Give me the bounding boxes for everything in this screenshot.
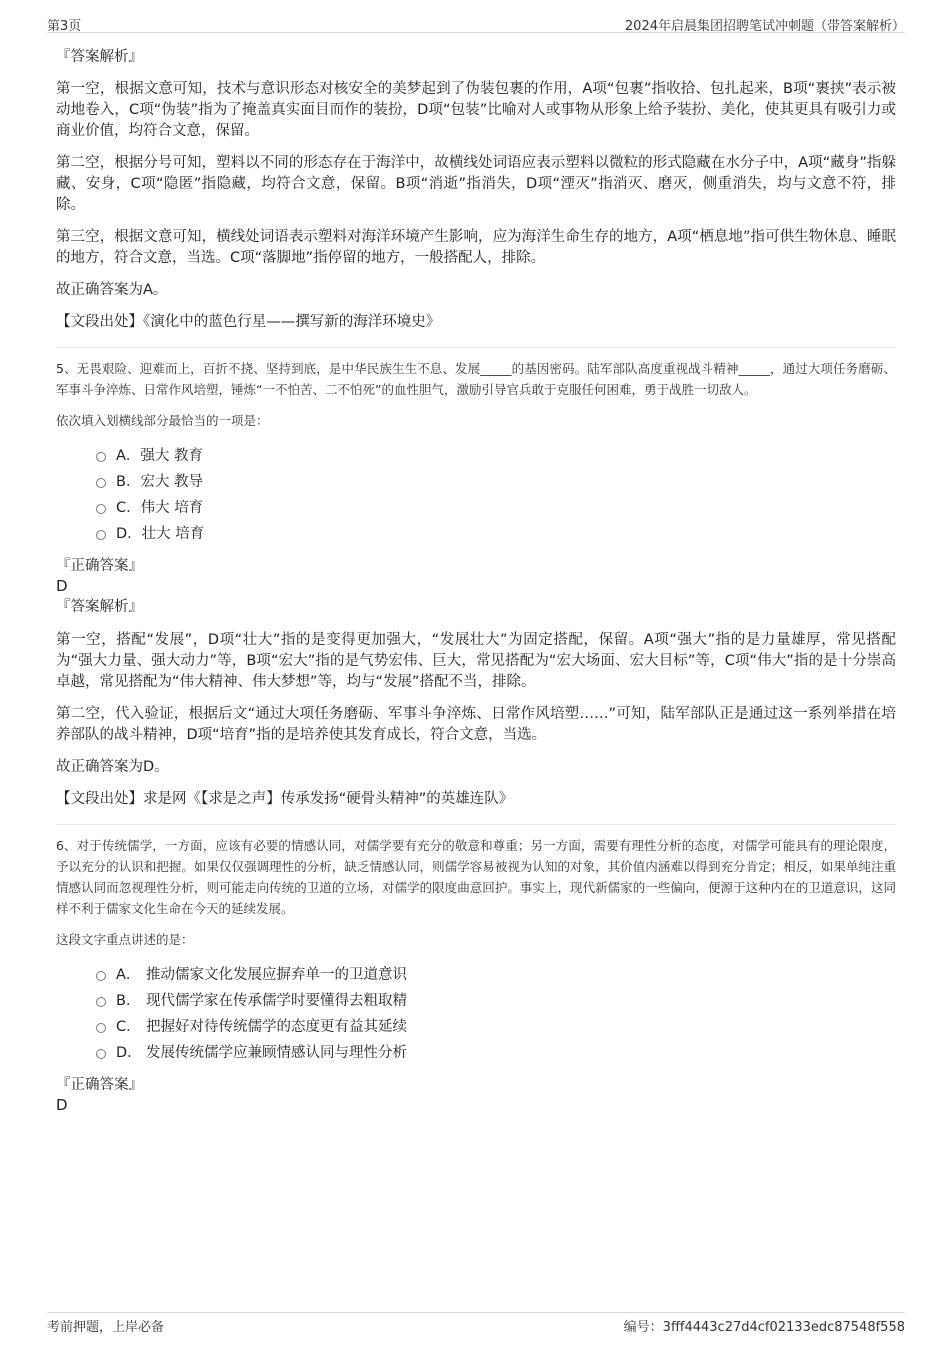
q5-option-c[interactable]: [96, 495, 896, 521]
option-letter: B．: [116, 474, 141, 490]
q5-option-d[interactable]: [96, 521, 896, 547]
option-letter: C．: [116, 1019, 141, 1035]
radio-icon[interactable]: [96, 1023, 106, 1033]
radio-icon[interactable]: [96, 504, 106, 514]
radio-icon[interactable]: [96, 530, 106, 540]
q6-option-a[interactable]: [96, 962, 896, 988]
option-text: 宏大 教导: [140, 474, 204, 490]
q6-question: 6、对于传统儒学，一方面，应该有必要的情感认同，对儒学要有充分的敬意和尊重；另一方面，需要有理性分析的态度，对儒学可能具有的理论限度，予以充分的认识和把握。如果仅仅强调理性的分析，缺乏情感认同，则儒学容易被视为认知的对象，其价值内涵难以得到充分肯定；相反，如果单纯注重情感认同而忽视理性分析，则可能走向传统的卫道的立场，对儒学的限度曲意回护。事实上，现代新儒家的一些偏向，便源于这种内在的卫道意识，这同样不利于儒家文化生命在今天的延续发展。: [56, 838, 896, 916]
q5-source: 【文段出处】求是网《【求是之声】传承发扬“硬骨头精神”的英雄连队》: [56, 791, 514, 807]
q5-analysis-para: 第一空，搭配“发展”，D项“壮大”指的是变得更加强大，“发展壮大”为固定搭配，保留。A项“强大”指的是力量雄厚，常见搭配为“强大力量、强大动力”等，B项“宏大”指的是气势宏伟、巨大，常见搭配为“宏大场面、宏大目标”等，C项“伟大”指的是十分崇高卓越，常见搭配为“伟大精神、伟大梦想”等，均与“发展”搭配不当，排除。: [56, 632, 896, 690]
q5-option-a[interactable]: [96, 443, 896, 469]
radio-icon[interactable]: [96, 997, 106, 1007]
q5-analysis-label: 『答案解析』: [56, 599, 143, 615]
q5-conclusion: 故正确答案为D。: [56, 759, 169, 775]
q4-analysis-label: 『答案解析』: [56, 49, 143, 65]
divider: [56, 824, 896, 825]
divider: [56, 347, 896, 348]
page-header: [47, 12, 905, 33]
option-text: 伟大 培育: [140, 500, 204, 516]
option-text: 发展传统儒学应兼顾情感认同与理性分析: [146, 1045, 407, 1061]
option-letter: D．: [116, 1045, 142, 1061]
option-text: 强大 教育: [140, 448, 204, 464]
q4-source: 【文段出处】《演化中的蓝色行星——撰写新的海洋环境史》: [56, 314, 441, 330]
option-letter: D．: [116, 526, 142, 542]
q6-answer: D: [56, 1096, 68, 1114]
radio-icon[interactable]: [96, 1049, 106, 1059]
q4-analysis-para: 第一空，根据文意可知，技术与意识形态对核安全的美梦起到了伪装包裹的作用，A项“包裹”指收拾、包扎起来，B项“裹挟”表示被动地卷入，C项“伪装”指为了掩盖真实面目而作的装扮，D项“包装”比喻对人或事物从形象上给予装扮、美化，使其更具有吸引力或商业价值，均符合文意，保留。: [56, 81, 896, 139]
page-number: 第3页: [47, 19, 82, 34]
document-title: 2024年启晨集团招聘笔试冲刺题（带答案解析）: [624, 19, 905, 34]
document-body: [56, 46, 896, 1121]
q5-answer: D: [56, 577, 68, 595]
q5-options: [96, 443, 896, 547]
q6-option-c[interactable]: [96, 1014, 896, 1040]
option-text: 推动儒家文化发展应摒弃单一的卫道意识: [146, 967, 407, 983]
page-footer: [47, 1312, 905, 1333]
option-text: 把握好对待传统儒学的态度更有益其延续: [146, 1019, 407, 1035]
q6-option-d[interactable]: [96, 1040, 896, 1066]
q6-answer-label: 『正确答案』: [56, 1077, 143, 1093]
q6-options: [96, 962, 896, 1066]
option-letter: A．: [116, 448, 141, 464]
q6-option-b[interactable]: [96, 988, 896, 1014]
option-letter: C．: [116, 500, 141, 516]
q5-prompt: 依次填入划横线部分最恰当的一项是：: [56, 413, 269, 428]
q4-conclusion: 故正确答案为A。: [56, 282, 168, 298]
option-text: 壮大 培育: [141, 526, 205, 542]
radio-icon[interactable]: [96, 452, 106, 462]
q4-analysis-para: 第二空，根据分号可知，塑料以不同的形态存在于海洋中，故横线处词语应表示塑料以微粒的形式隐藏在水分子中，A项“藏身”指躲藏、安身，C项“隐匿”指隐藏，均符合文意，保留。B项“消逝”指消失，D项“湮灭”指消灭、磨灭，侧重消失，均与文意不符，排除。: [56, 155, 896, 213]
option-letter: A．: [116, 967, 141, 983]
q5-analysis-para: 第二空，代入验证，根据后文“通过大项任务磨砺、军事斗争淬炼、日常作风培塑……”可知，陆军部队正是通过这一系列举措在培养部队的战斗精神，D项“培育”指的是培养使其发育成长，符合文意，当选。: [56, 706, 896, 743]
radio-icon[interactable]: [96, 478, 106, 488]
q4-analysis-para: 第三空，根据文意可知，横线处词语表示塑料对海洋环境产生影响，应为海洋生命生存的地方，A项“栖息地”指可供生物休息、睡眠的地方，符合文意，当选。C项“落脚地”指停留的地方，一般搭配人，排除。: [56, 229, 896, 266]
q5-option-b[interactable]: [96, 469, 896, 495]
q5-answer-label: 『正确答案』: [56, 558, 143, 574]
footer-slogan: 考前押题，上岸必备: [47, 1320, 165, 1335]
q6-prompt: 这段文字重点讲述的是：: [56, 932, 194, 947]
q5-question: 5、无畏艰险、迎难而上，百折不挠、坚持到底，是中华民族生生不息、发展_____的基因密码。陆军部队高度重视战斗精神_____，通过大项任务磨砺、军事斗争淬炼、日常作风培塑，锤炼“一不怕苦、二不怕死”的血性胆气，激励引导官兵敢于克服任何困难，勇于战胜一切敌人。: [56, 361, 896, 397]
radio-icon[interactable]: [96, 971, 106, 981]
document-code: 编号：3fff4443c27d4cf02133edc87548f558: [623, 1320, 905, 1335]
option-letter: B．: [116, 993, 141, 1009]
option-text: 现代儒学家在传承儒学时要懂得去粗取精: [146, 993, 407, 1009]
